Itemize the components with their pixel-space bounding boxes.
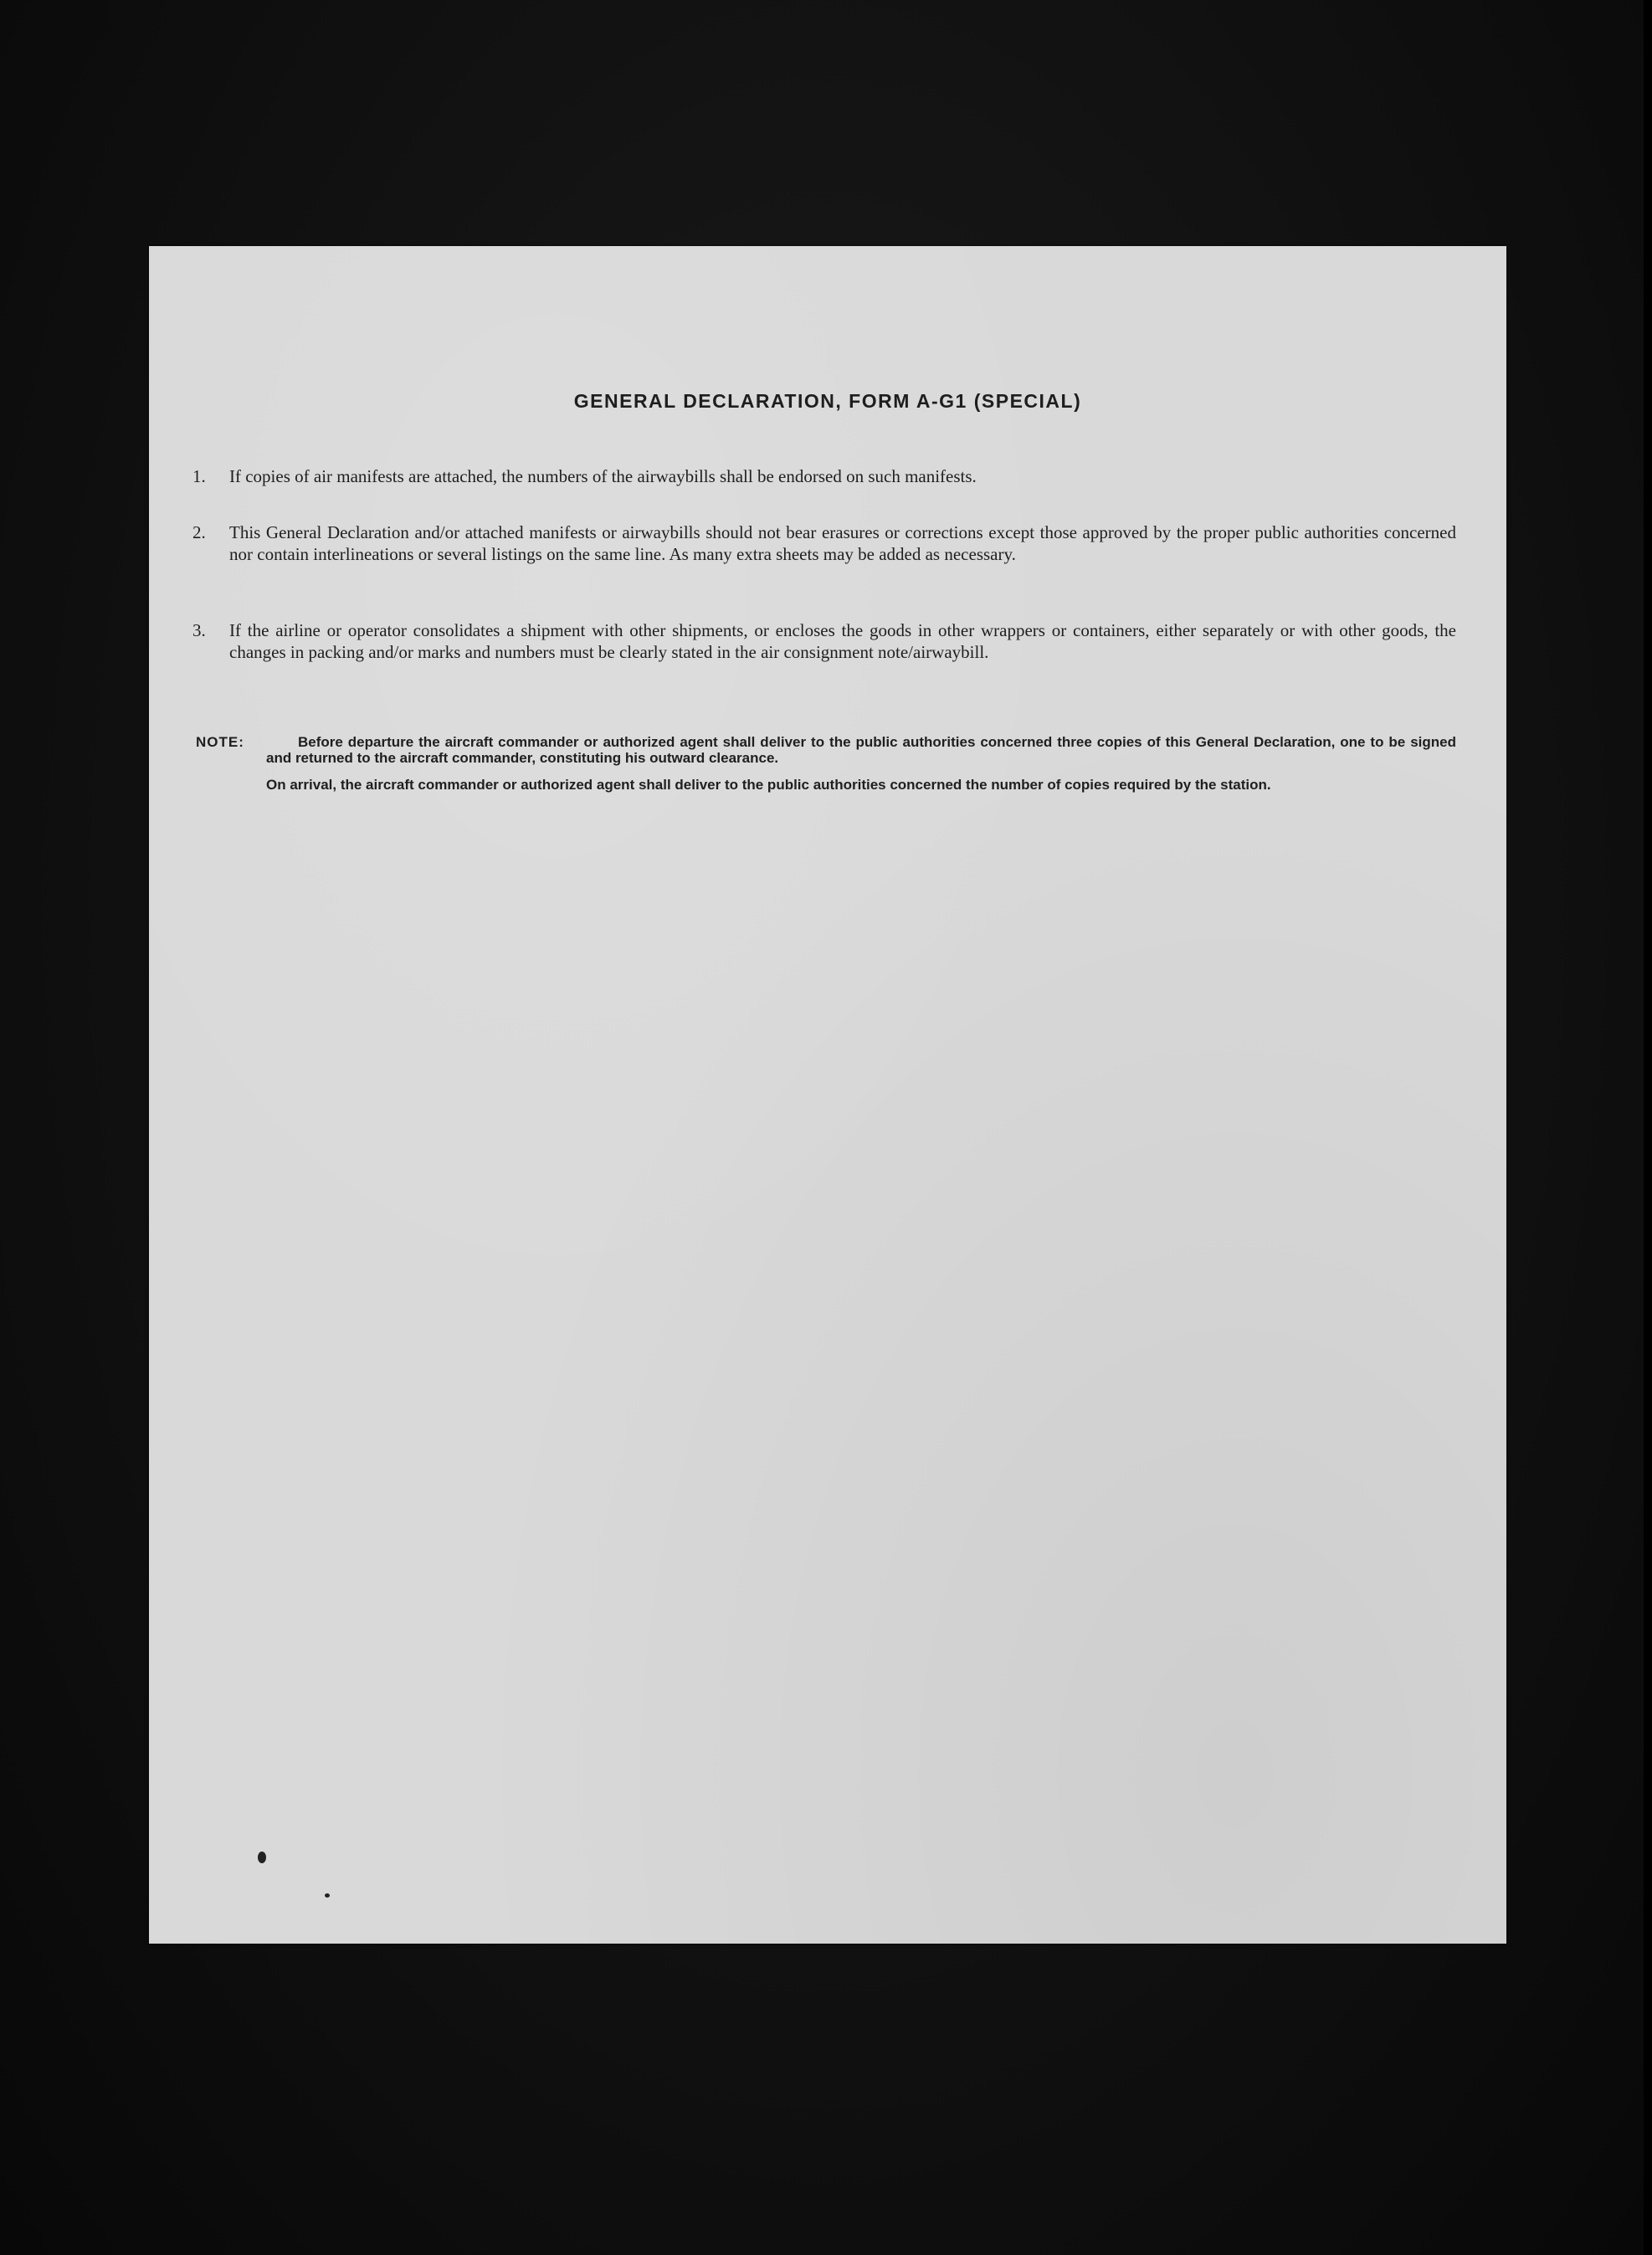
- note-label: NOTE:: [196, 734, 244, 750]
- ink-speck: [258, 1852, 266, 1863]
- item-number: 1.: [192, 466, 206, 486]
- document-title: GENERAL DECLARATION, FORM A-G1 (SPECIAL): [573, 390, 1082, 412]
- item-number: 3.: [192, 620, 206, 640]
- instruction-item-3: [192, 619, 1456, 663]
- note-paragraph-departure: Before departure the aircraft commander or authorized agent shall deliver to the public authorities concerned three copies of this General Declaration, one to be signed and returned to the aircraft commander, constituting his outward clearance.: [266, 734, 1456, 766]
- scan-edge: [1644, 0, 1652, 2255]
- ink-speck: [325, 1893, 330, 1898]
- note-paragraph-arrival: On arrival, the aircraft commander or authorized agent shall deliver to the public authorities concerned the number of copies required by the station.: [266, 777, 1271, 793]
- item-text: If copies of air manifests are attached, the numbers of the airwaybills shall be endorsed on such manifests.: [229, 466, 977, 486]
- note-section: [196, 734, 1456, 793]
- item-text: This General Declaration and/or attached manifests or airwaybills should not bear erasures or corrections except those approved by the proper public authorities concerned nor contain interlineations or several listings on the same line. As many extra sheets may be added as necessary.: [229, 522, 1456, 564]
- item-number: 2.: [192, 522, 206, 542]
- instruction-item-1: [192, 465, 1456, 487]
- item-text: If the airline or operator consolidates a shipment with other shipments, or encloses the goods in other wrappers or containers, either separately or with other goods, the changes in packing and/or marks and numbers must be clearly stated in the air consignment note/airwaybill.: [229, 620, 1456, 662]
- instruction-item-2: [192, 521, 1456, 565]
- document-sheet: [149, 246, 1506, 1944]
